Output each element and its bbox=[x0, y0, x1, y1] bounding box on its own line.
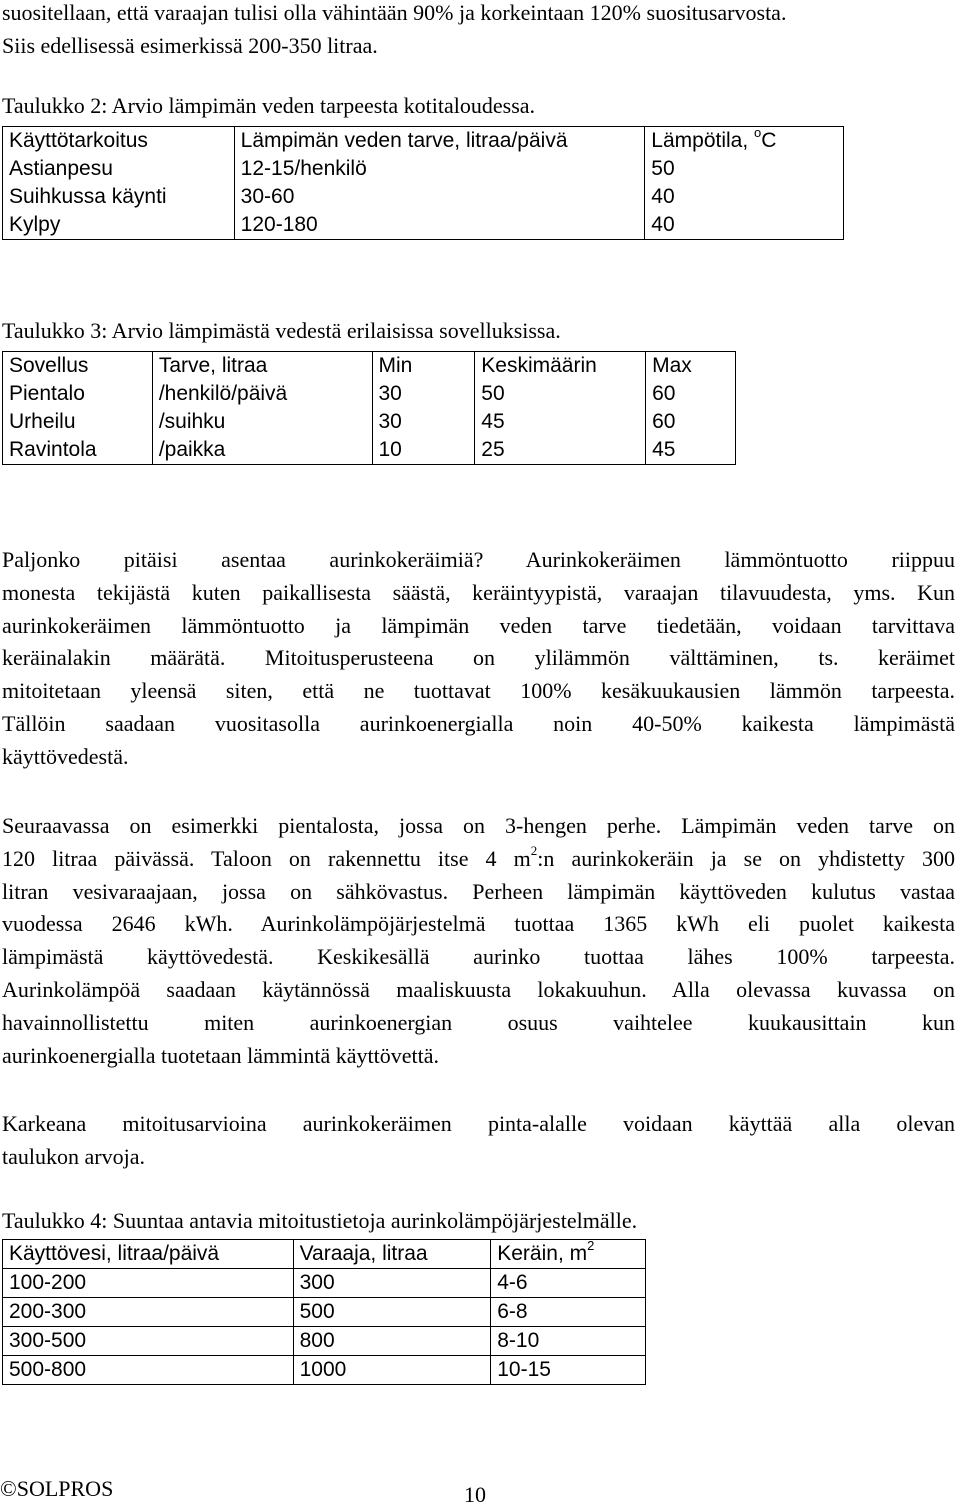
paragraph-line: aurinkoenergialla tuotetaan lämmintä käyttövettä. bbox=[2, 1042, 439, 1068]
table4 bbox=[2, 1239, 646, 1385]
table-cell: 40 bbox=[645, 211, 844, 240]
table-cell: 30 bbox=[372, 408, 475, 436]
paragraph-example bbox=[2, 810, 955, 1072]
table-row bbox=[3, 352, 736, 381]
paragraph-line: Aurinkolämpöä saadaan käytännössä maaliskuusta lokakuuhun. Alla olevassa kuvassa on bbox=[2, 976, 955, 1002]
paragraph-line: monesta tekijästä kuten paikallisesta säästä, keräintyypistä, varaajan tilavuudesta, yms. Kun bbox=[2, 579, 955, 605]
paragraph-line: Paljonko pitäisi asentaa aurinkokeräimiä? Aurinkokeräimen lämmöntuotto riippuu bbox=[2, 547, 955, 572]
paragraph-sizing bbox=[2, 544, 955, 774]
table-cell: 120-180 bbox=[234, 211, 645, 240]
table-cell: /paikka bbox=[152, 436, 372, 465]
table-row bbox=[3, 183, 844, 211]
paragraph-line: lämpimästä käyttövedestä. Keskikesällä aurinko tuottaa lähes 100% tarpeesta. bbox=[2, 944, 955, 970]
table3-header-application: Sovellus bbox=[3, 352, 153, 381]
table-cell: Ravintola bbox=[3, 436, 153, 465]
table-row bbox=[3, 1356, 646, 1385]
table2 bbox=[2, 126, 844, 240]
table-cell: 100-200 bbox=[3, 1269, 294, 1298]
paragraph-line: keräinalakin määrätä. Mitoitusperusteena on ylilämmön välttäminen, ts. keräimet bbox=[2, 645, 955, 671]
table-cell: 30-60 bbox=[234, 183, 645, 211]
table4-header-collector: Keräin, $m^2$ bbox=[491, 1240, 646, 1269]
paragraph-line: litran vesivaraajaan, jossa on sähkövastus. Perheen lämpimän käyttöveden kulutus vastaa bbox=[2, 878, 955, 904]
table-cell: 300 bbox=[293, 1269, 491, 1298]
paragraph-line: vuodessa 2646 kWh. Aurinkolämpöjärjestelmä tuottaa 1365 kWh eli puolet kaikesta bbox=[2, 911, 955, 937]
table-row bbox=[3, 408, 736, 436]
table-row bbox=[3, 380, 736, 408]
table-cell: 6-8 bbox=[491, 1298, 646, 1327]
table-cell: Urheilu bbox=[3, 408, 153, 436]
paragraph-line: Tällöin saadaan vuositasolla aurinkoenergialla noin 40-50% kaikesta lämpimästä bbox=[2, 710, 955, 736]
table-row bbox=[3, 155, 844, 183]
paragraph-line: havainnollistettu miten aurinkoenergian osuus vaihtelee kuukausittain kun bbox=[2, 1009, 955, 1035]
table-cell: 50 bbox=[645, 155, 844, 183]
paragraph-line: Seuraavassa on esimerkki pientalosta, jossa on 3-hengen perhe. Lämpimän veden tarve on bbox=[2, 813, 955, 838]
table-cell: 500 bbox=[293, 1298, 491, 1327]
table-cell: 45 bbox=[475, 408, 646, 436]
paragraph-line: aurinkokeräimen lämmöntuotto ja lämpimän veden tarve tiedetään, voidaan tarvittava bbox=[2, 612, 955, 638]
table-cell: 10 bbox=[372, 436, 475, 465]
table2-header-usage: Käyttötarkoitus bbox=[3, 127, 235, 156]
table3-header-avg: Keskimäärin bbox=[475, 352, 646, 381]
table-cell: 12-15/henkilö bbox=[234, 155, 645, 183]
paragraph-line: käyttövedestä. bbox=[2, 743, 129, 769]
paragraph-line: 120 litraa päivässä. Taloon on rakennettu itse 4 $m^2:n$ aurinkokeräin ja se on yhdistetty 300 bbox=[2, 843, 955, 871]
paragraph-line: taulukon arvoja. bbox=[2, 1143, 145, 1169]
table-cell: 30 bbox=[372, 380, 475, 408]
table2-header-demand: Lämpimän veden tarve, litraa/päivä bbox=[234, 127, 645, 156]
table-row bbox=[3, 1298, 646, 1327]
table3-header-max: Max bbox=[646, 352, 736, 381]
table-cell: Suihkussa käynti bbox=[3, 183, 235, 211]
table-cell: 60 bbox=[646, 380, 736, 408]
table-cell: 40 bbox=[645, 183, 844, 211]
table4-header-water: Käyttövesi, litraa/päivä bbox=[3, 1240, 294, 1269]
table-cell: 200-300 bbox=[3, 1298, 294, 1327]
table-row bbox=[3, 1327, 646, 1356]
table-cell: 45 bbox=[646, 436, 736, 465]
table3-caption: Taulukko 3: Arvio lämpimästä vedestä erilaisissa sovelluksissa. bbox=[2, 318, 561, 343]
table2-header-temp: Lämpötila, $^o$C bbox=[645, 127, 844, 156]
table-cell: 10-15 bbox=[491, 1356, 646, 1385]
table-cell: 300-500 bbox=[3, 1327, 294, 1356]
table3-header-min: Min bbox=[372, 352, 475, 381]
page-number: 10 bbox=[464, 1482, 486, 1507]
table2-caption: Taulukko 2: Arvio lämpimän veden tarpeesta kotitaloudessa. bbox=[2, 93, 536, 118]
table-cell: Pientalo bbox=[3, 380, 153, 408]
paragraph-line: Karkeana mitoitusarvioina aurinkokeräimen pinta-alalle voidaan käyttää alla olevan bbox=[2, 1111, 955, 1136]
table3 bbox=[2, 351, 736, 465]
table-cell: /suihku bbox=[152, 408, 372, 436]
table-cell: /henkilö/päivä bbox=[152, 380, 372, 408]
intro-line-2: Siis edellisessä esimerkissä 200-350 litraa. bbox=[2, 33, 378, 58]
table-row bbox=[3, 1240, 646, 1269]
footer-copyright: ©SOLPROS bbox=[0, 1476, 114, 1501]
table3-header-demand: Tarve, litraa bbox=[152, 352, 372, 381]
table-cell: 4-6 bbox=[491, 1269, 646, 1298]
table-cell: 500-800 bbox=[3, 1356, 294, 1385]
table-cell: Kylpy bbox=[3, 211, 235, 240]
table4-header-tank: Varaaja, litraa bbox=[293, 1240, 491, 1269]
intro-line-1: suositellaan, että varaajan tulisi olla vähintään 90% ja korkeintaan 120% suositusarvosta. bbox=[2, 0, 787, 25]
table-cell: Astianpesu bbox=[3, 155, 235, 183]
table-cell: 800 bbox=[293, 1327, 491, 1356]
table-cell: 50 bbox=[475, 380, 646, 408]
table-cell: 25 bbox=[475, 436, 646, 465]
table-cell: 8-10 bbox=[491, 1327, 646, 1356]
table-row bbox=[3, 127, 844, 156]
table4-caption: Taulukko 4: Suuntaa antavia mitoitustietoja aurinkolämpöjärjestelmälle. bbox=[2, 1208, 638, 1233]
paragraph-rough-estimate bbox=[2, 1108, 955, 1174]
table-row bbox=[3, 436, 736, 465]
paragraph-line: mitoitetaan yleensä siten, että ne tuottavat 100% kesäkuukausien lämmön tarpeesta. bbox=[2, 678, 955, 704]
table-row bbox=[3, 1269, 646, 1298]
table-cell: 60 bbox=[646, 408, 736, 436]
table-row bbox=[3, 211, 844, 240]
table-cell: 1000 bbox=[293, 1356, 491, 1385]
